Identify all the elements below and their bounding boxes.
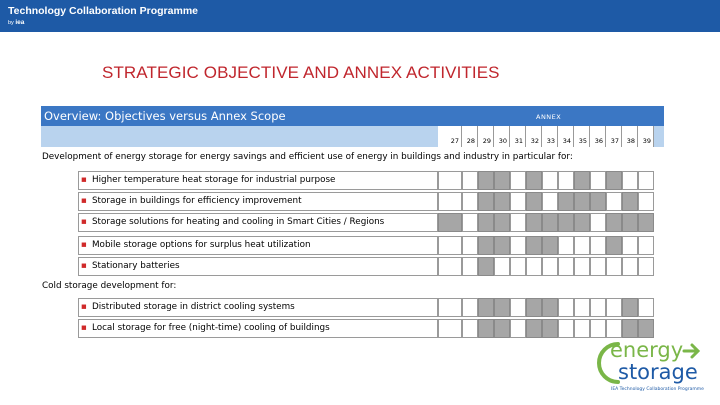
annex-cell-filled bbox=[438, 213, 462, 232]
annex-cell-filled bbox=[590, 192, 606, 211]
annex-cell-empty bbox=[606, 257, 622, 276]
bullet-icon: ▪ bbox=[81, 217, 87, 227]
section-header: Cold storage development for: bbox=[42, 281, 177, 291]
annex-cell-filled bbox=[622, 319, 638, 338]
annex-cell-empty bbox=[558, 171, 574, 190]
annex-cell-empty bbox=[462, 236, 478, 255]
annex-cell-empty bbox=[438, 298, 462, 317]
annex-cell-empty bbox=[510, 298, 526, 317]
annex-cell-filled bbox=[494, 171, 510, 190]
annex-cell-empty bbox=[438, 192, 462, 211]
annex-cell-filled bbox=[638, 213, 654, 232]
annex-cell-empty bbox=[574, 236, 590, 255]
annex-cell-empty bbox=[558, 319, 574, 338]
annex-cell-filled bbox=[638, 319, 654, 338]
annex-cell-filled bbox=[622, 298, 638, 317]
objective-label: Stationary batteries bbox=[91, 261, 180, 271]
objective-row bbox=[78, 298, 438, 317]
objective-label: Higher temperature heat storage for industrial purpose bbox=[91, 175, 336, 185]
annex-cell-filled bbox=[622, 213, 638, 232]
annex-cell-empty bbox=[622, 257, 638, 276]
annex-cells bbox=[438, 236, 662, 255]
objective-row bbox=[78, 171, 438, 190]
top-header-bar bbox=[0, 0, 720, 32]
annex-cell-empty bbox=[590, 171, 606, 190]
annex-cell-empty bbox=[558, 257, 574, 276]
annex-cell-filled bbox=[526, 298, 542, 317]
brand-by: by bbox=[8, 20, 14, 26]
annex-cell-empty bbox=[438, 257, 462, 276]
annex-cell-filled bbox=[574, 192, 590, 211]
objective-label: Distributed storage in district cooling systems bbox=[91, 302, 295, 312]
annex-cell-empty bbox=[462, 319, 478, 338]
annex-cells bbox=[438, 171, 662, 190]
annex-number-34: 34 bbox=[558, 126, 574, 147]
logo-tagline: IEA Technology Collaboration Programme bbox=[611, 387, 704, 392]
annex-cell-empty bbox=[622, 171, 638, 190]
annex-cell-empty bbox=[462, 192, 478, 211]
annex-cell-filled bbox=[526, 236, 542, 255]
annex-cells bbox=[438, 298, 662, 317]
annex-cell-empty bbox=[494, 257, 510, 276]
annex-cell-empty bbox=[574, 257, 590, 276]
annex-cell-filled bbox=[494, 213, 510, 232]
annex-cell-filled bbox=[606, 171, 622, 190]
annex-cells bbox=[438, 192, 662, 211]
page-title: STRATEGIC OBJECTIVE AND ANNEX ACTIVITIES bbox=[102, 63, 500, 82]
logo-line2: storage bbox=[618, 360, 698, 384]
annex-cell-empty bbox=[510, 257, 526, 276]
annex-number-row bbox=[41, 126, 664, 147]
annex-cell-empty bbox=[558, 298, 574, 317]
objective-row bbox=[78, 236, 438, 255]
annex-cell-filled bbox=[542, 319, 558, 338]
annex-cell-empty bbox=[574, 319, 590, 338]
annex-cell-empty bbox=[510, 192, 526, 211]
annex-number-36: 36 bbox=[590, 126, 606, 147]
annex-number-38: 38 bbox=[622, 126, 638, 147]
brand-byline bbox=[8, 19, 24, 26]
objective-row bbox=[78, 192, 438, 211]
objective-row bbox=[78, 213, 438, 232]
annex-cell-filled bbox=[558, 192, 574, 211]
annex-cell-filled bbox=[478, 319, 494, 338]
annex-cell-empty bbox=[510, 171, 526, 190]
section-header: Development of energy storage for energy savings and efficient use of energy in buildings and industry in particular for: bbox=[42, 152, 573, 162]
annex-cell-filled bbox=[574, 171, 590, 190]
annex-cell-empty bbox=[558, 236, 574, 255]
annex-cell-filled bbox=[478, 192, 494, 211]
logo-arrow-icon bbox=[682, 340, 704, 362]
objective-label: Storage solutions for heating and cooling in Smart Cities / Regions bbox=[91, 217, 385, 227]
annex-cell-empty bbox=[606, 319, 622, 338]
annex-cell-filled bbox=[526, 171, 542, 190]
annex-cell-empty bbox=[462, 257, 478, 276]
annex-cell-empty bbox=[590, 236, 606, 255]
annex-number-29: 29 bbox=[478, 126, 494, 147]
annex-number-39: 39 bbox=[638, 126, 654, 147]
bullet-icon: ▪ bbox=[81, 175, 87, 185]
annex-cell-filled bbox=[606, 236, 622, 255]
annex-cell-filled bbox=[478, 298, 494, 317]
annex-cell-filled bbox=[494, 192, 510, 211]
annex-number-32: 32 bbox=[526, 126, 542, 147]
annex-cell-empty bbox=[606, 298, 622, 317]
annex-number-35: 35 bbox=[574, 126, 590, 147]
objective-row bbox=[78, 319, 438, 338]
annex-cell-filled bbox=[478, 213, 494, 232]
annex-cell-empty bbox=[438, 171, 462, 190]
annex-cell-filled bbox=[526, 192, 542, 211]
overview-header-bar bbox=[41, 106, 664, 126]
annex-cell-filled bbox=[494, 298, 510, 317]
annex-cell-empty bbox=[638, 192, 654, 211]
bullet-icon: ▪ bbox=[81, 323, 87, 333]
logo-line1: energy bbox=[610, 338, 684, 362]
annex-cell-empty bbox=[542, 171, 558, 190]
annex-cells bbox=[438, 319, 662, 338]
annex-number-31: 31 bbox=[510, 126, 526, 147]
annex-cell-empty bbox=[590, 298, 606, 317]
bullet-icon: ▪ bbox=[81, 196, 87, 206]
annex-cell-filled bbox=[542, 298, 558, 317]
annex-number-37: 37 bbox=[606, 126, 622, 147]
annex-number-33: 33 bbox=[542, 126, 558, 147]
bullet-icon: ▪ bbox=[81, 302, 87, 312]
annex-cell-empty bbox=[438, 236, 462, 255]
annex-cell-empty bbox=[438, 319, 462, 338]
annex-cells bbox=[438, 213, 662, 232]
annex-number-30: 30 bbox=[494, 126, 510, 147]
annex-cell-empty bbox=[510, 236, 526, 255]
annex-cell-empty bbox=[510, 319, 526, 338]
objective-row bbox=[78, 257, 438, 276]
annex-cell-filled bbox=[494, 319, 510, 338]
annex-cell-empty bbox=[606, 192, 622, 211]
annex-cell-filled bbox=[494, 236, 510, 255]
annex-cell-empty bbox=[462, 213, 478, 232]
annex-cell-filled bbox=[606, 213, 622, 232]
annex-cell-empty bbox=[590, 319, 606, 338]
brand-org: iea bbox=[15, 19, 25, 26]
annex-cell-empty bbox=[638, 236, 654, 255]
annex-cell-empty bbox=[638, 298, 654, 317]
annex-cell-empty bbox=[590, 213, 606, 232]
brand-title: Technology Collaboration Programme bbox=[8, 5, 198, 17]
objective-label: Storage in buildings for efficiency improvement bbox=[91, 196, 302, 206]
annex-cell-filled bbox=[478, 236, 494, 255]
annex-number-27: 27 bbox=[438, 126, 462, 147]
annex-cell-empty bbox=[574, 298, 590, 317]
annex-cell-empty bbox=[638, 257, 654, 276]
overview-title: Overview: Objectives versus Annex Scope bbox=[44, 109, 286, 123]
annex-cell-empty bbox=[622, 236, 638, 255]
annex-cell-empty bbox=[462, 171, 478, 190]
annex-label: ANNEX bbox=[536, 113, 562, 121]
annex-number-28: 28 bbox=[462, 126, 478, 147]
annex-cell-empty bbox=[590, 257, 606, 276]
annex-cell-empty bbox=[526, 257, 542, 276]
annex-cell-filled bbox=[542, 213, 558, 232]
annex-cells bbox=[438, 257, 662, 276]
annex-cell-empty bbox=[638, 171, 654, 190]
annex-cell-filled bbox=[622, 192, 638, 211]
annex-cell-filled bbox=[558, 213, 574, 232]
annex-cell-empty bbox=[542, 257, 558, 276]
annex-cell-filled bbox=[542, 236, 558, 255]
objective-label: Mobile storage options for surplus heat utilization bbox=[91, 240, 311, 250]
annex-cell-filled bbox=[526, 319, 542, 338]
annex-cell-empty bbox=[462, 298, 478, 317]
annex-cell-filled bbox=[478, 171, 494, 190]
annex-cell-filled bbox=[526, 213, 542, 232]
bullet-icon: ▪ bbox=[81, 261, 87, 271]
objective-label: Local storage for free (night-time) cooling of buildings bbox=[91, 323, 330, 333]
annex-cell-empty bbox=[510, 213, 526, 232]
bullet-icon: ▪ bbox=[81, 240, 87, 250]
annex-cell-filled bbox=[478, 257, 494, 276]
annex-cell-empty bbox=[542, 192, 558, 211]
annex-cell-filled bbox=[574, 213, 590, 232]
